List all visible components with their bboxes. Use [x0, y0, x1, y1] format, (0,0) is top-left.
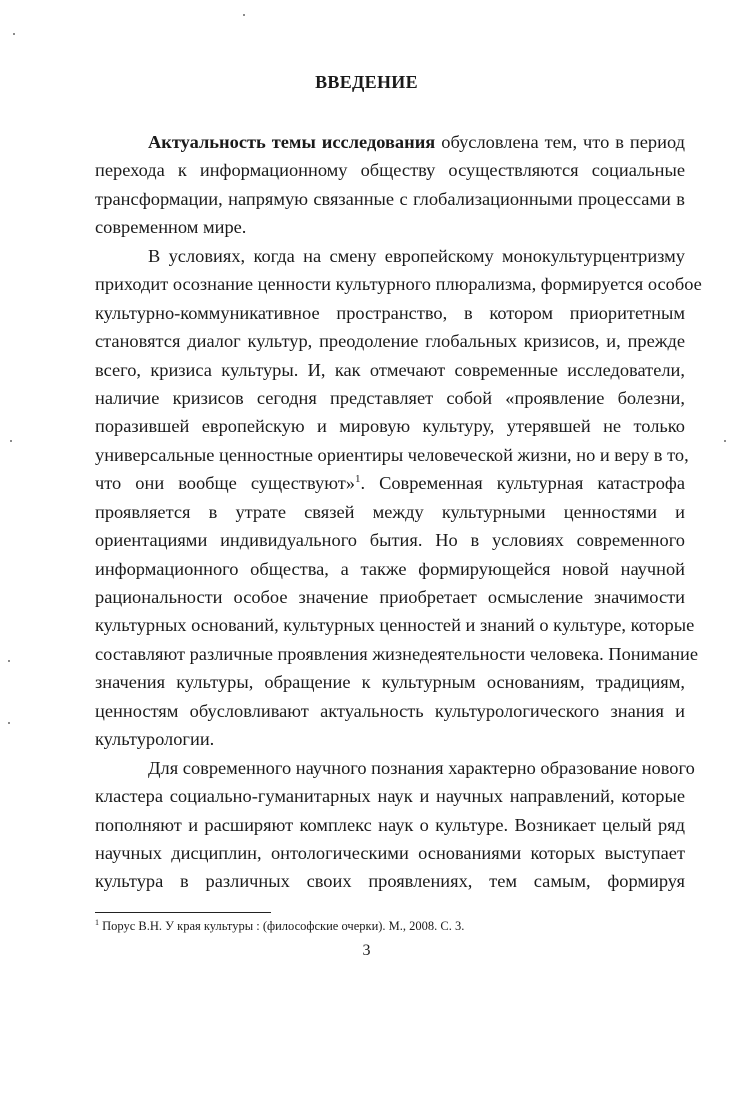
text-line	[95, 725, 685, 753]
text-segment: ориентациями индивидуального бытия. Но в условиях современного	[95, 530, 685, 551]
bold-text: Актуальность темы исследования	[148, 132, 436, 152]
text-segment: современном мире.	[95, 217, 247, 238]
text-line	[95, 811, 685, 839]
text-segment: поразившей европейскую и мировую культуру, утерявшей не только	[95, 416, 685, 437]
text-line	[95, 412, 685, 440]
text-line	[95, 469, 685, 497]
footnote-separator	[95, 912, 271, 913]
text-line	[95, 441, 689, 469]
text-line	[95, 242, 685, 270]
text-line	[95, 640, 698, 668]
scan-speck	[724, 440, 726, 442]
text-line	[95, 583, 685, 611]
text-line	[95, 839, 685, 867]
scan-speck	[13, 33, 15, 35]
text-line	[95, 384, 685, 412]
paragraph	[95, 754, 695, 896]
footnote-text: Порус В.Н. У края культуры : (философские очерки). М., 2008. С. 3.	[99, 919, 465, 933]
text-segment: культурно-коммуникативное пространство, в котором приоритетным	[95, 302, 685, 323]
scan-speck	[243, 14, 245, 16]
text-segment: всего, кризиса культуры. И, как отмечают современные исследователи,	[95, 359, 685, 380]
footnote	[95, 919, 464, 934]
text-segment: трансформации, напрямую связанные с глобализационными процессами в	[95, 188, 685, 209]
text-segment: обусловлена тем, что в период	[435, 132, 685, 152]
text-line	[95, 327, 685, 355]
main-text	[95, 128, 702, 896]
text-line	[95, 668, 685, 696]
page-number: 3	[362, 942, 371, 959]
text-line	[95, 526, 685, 554]
paragraph	[95, 128, 685, 242]
text-segment: культурологии.	[95, 729, 215, 750]
text-line	[95, 697, 685, 725]
text-segment: информационного общества, а также формирующейся новой научной	[95, 558, 685, 579]
text-segment: ценностям обусловливают актуальность культурологического знания и	[95, 700, 685, 721]
text-line	[95, 270, 702, 298]
scan-speck	[8, 722, 10, 724]
text-line	[95, 213, 685, 241]
text-line	[95, 128, 685, 156]
text-line	[95, 185, 685, 213]
text-segment: . Современная культурная катастрофа	[360, 473, 685, 494]
text-line	[95, 754, 695, 782]
text-line	[95, 867, 685, 895]
text-segment: универсальные ценностные ориентиры человеческой жизни, но и веру в то,	[95, 444, 689, 465]
text-segment: В условиях, когда на смену европейскому монокультурцентризму	[148, 245, 685, 266]
text-line	[95, 498, 685, 526]
chapter-title: ВВЕДЕНИЕ	[315, 72, 418, 92]
text-segment: наличие кризисов сегодня представляет собой «проявление болезни,	[95, 387, 685, 408]
text-line	[95, 555, 685, 583]
text-segment: перехода к информационному обществу осуществляются социальные	[95, 160, 685, 181]
text-segment: составляют различные проявления жизнедеятельности человека. Понимание	[95, 643, 698, 664]
text-segment: пополняют и расширяют комплекс наук о культуре. Возникает целый ряд	[95, 814, 685, 835]
text-segment: Для современного научного познания характерно образование нового	[148, 757, 695, 778]
text-segment: кластера социально-гуманитарных наук и научных направлений, которые	[95, 786, 685, 807]
text-line	[95, 156, 685, 184]
text-segment: рациональности особое значение приобретает осмысление значимости	[95, 587, 685, 607]
scan-speck	[8, 660, 10, 662]
text-segment: что они вообще существуют»	[95, 473, 355, 494]
text-segment: приходит осознание ценности культурного плюрализма, формируется особое	[95, 274, 702, 295]
text-segment: проявляется в утрате связей между культурными ценностями и	[95, 501, 685, 522]
scan-speck	[10, 440, 12, 442]
text-segment: становятся диалог культур, преодоление глобальных кризисов, и, прежде	[95, 331, 685, 352]
footnote-reference: 1	[354, 473, 361, 486]
text-line	[95, 611, 695, 639]
text-segment: значения культуры, обращение к культурным основаниям, традициям,	[95, 672, 685, 693]
footnote-mark: 1	[95, 918, 99, 927]
text-segment: культурных оснований, культурных ценностей и знаний о культуре, которые	[95, 615, 695, 636]
text-segment: культура в различных своих проявлениях, тем самым, формируя	[95, 871, 685, 892]
text-line	[95, 356, 685, 384]
text-line	[95, 299, 685, 327]
text-segment: научных дисциплин, онтологическими основаниями которых выступает	[95, 842, 685, 863]
paragraph	[95, 242, 702, 754]
text-line	[95, 782, 685, 810]
